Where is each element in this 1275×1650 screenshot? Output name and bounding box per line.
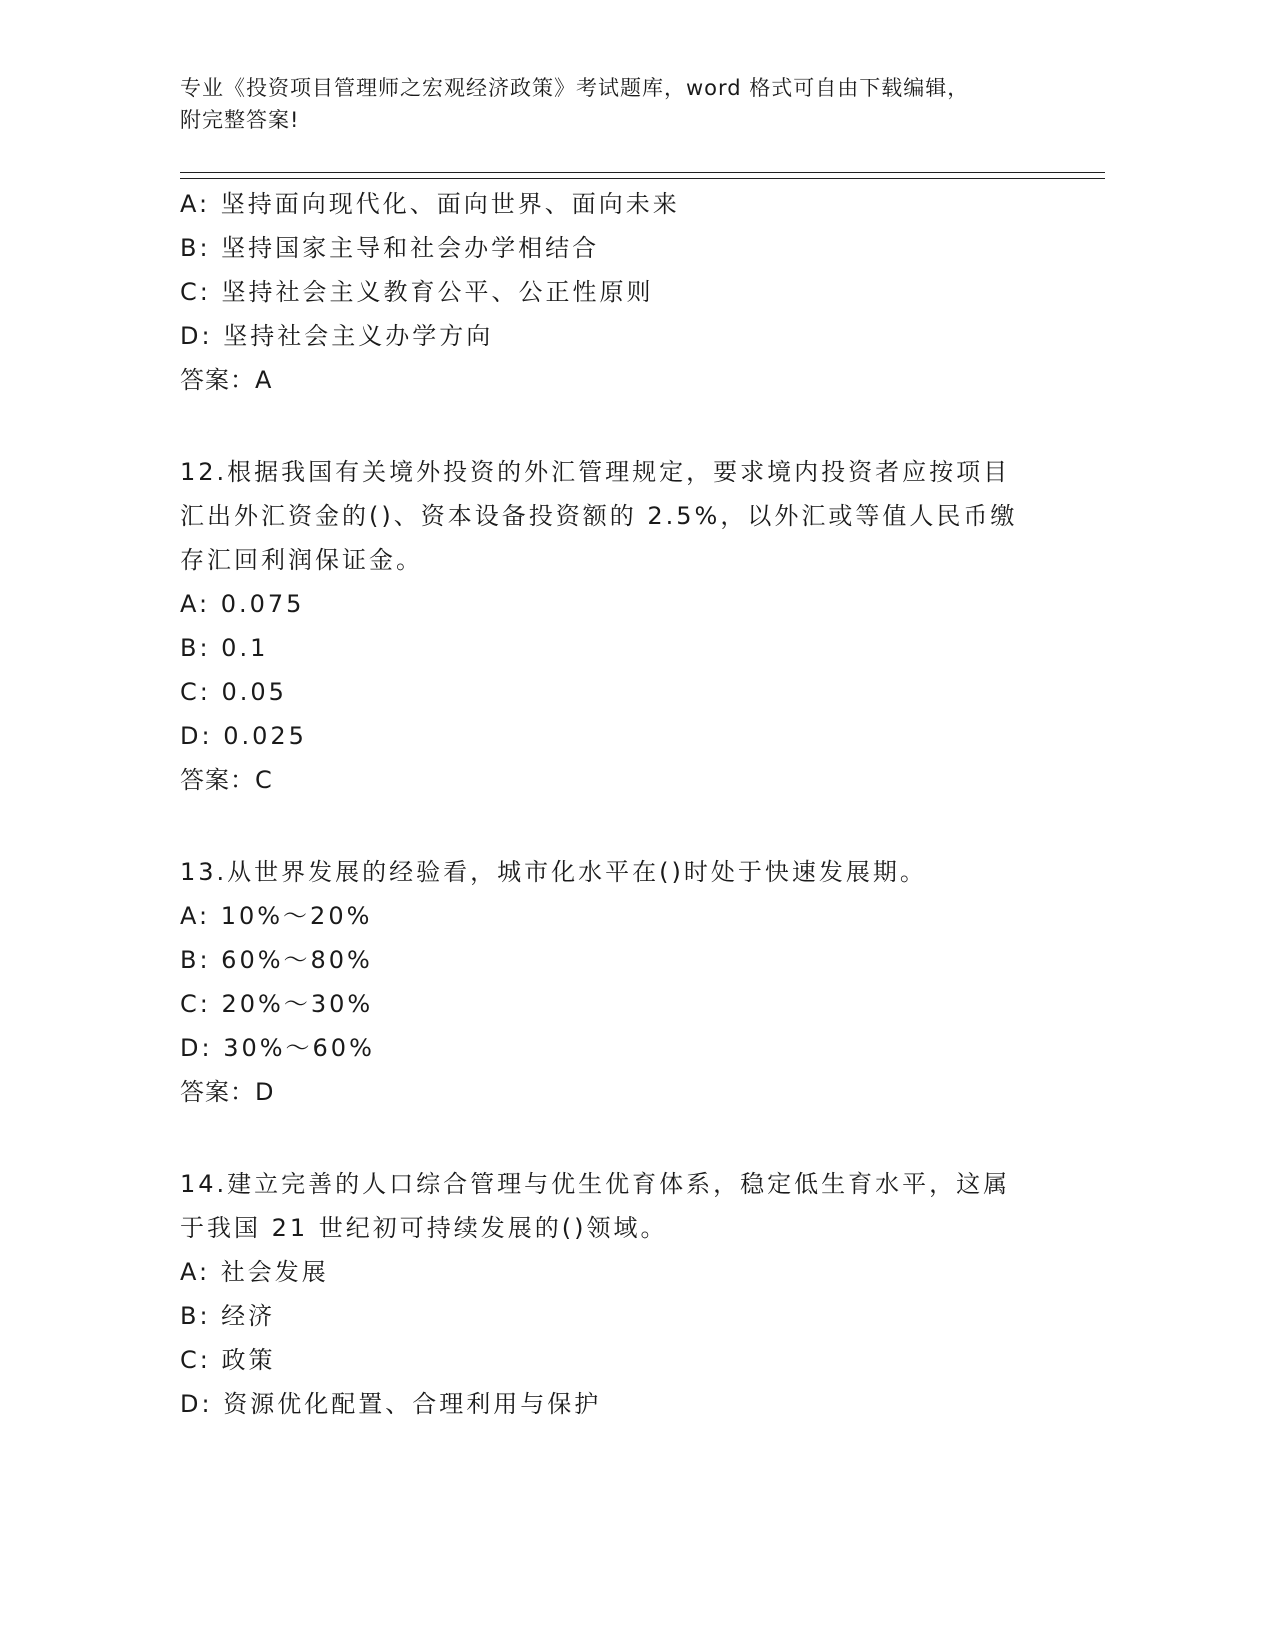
option-d: D: 坚持社会主义办学方向 bbox=[180, 322, 494, 350]
question-11-block bbox=[180, 182, 1060, 402]
answer-line: 答案：C bbox=[180, 766, 273, 794]
answer-line: 答案：A bbox=[180, 366, 273, 394]
header-line-2: 附完整答案! bbox=[180, 108, 300, 132]
option-b: B: 坚持国家主导和社会办学相结合 bbox=[180, 234, 600, 262]
question-list bbox=[180, 182, 1060, 1426]
option-c: C: 政策 bbox=[180, 1346, 276, 1374]
stem-line: 汇出外汇资金的()、资本设备投资额的 2.5%，以外汇或等值人民币缴 bbox=[180, 502, 1018, 530]
option-a: A: 社会发展 bbox=[180, 1258, 329, 1286]
stem-line: 14.建立完善的人口综合管理与优生优育体系，稳定低生育水平，这属 bbox=[180, 1170, 1011, 1198]
option-c: C: 20%～30% bbox=[180, 990, 374, 1018]
header-line-1: 专业《投资项目管理师之宏观经济政策》考试题库，word 格式可自由下载编辑， bbox=[180, 76, 970, 100]
stem-line: 于我国 21 世纪初可持续发展的()领域。 bbox=[180, 1214, 668, 1242]
option-c: C: 0.05 bbox=[180, 678, 287, 706]
option-b: B: 经济 bbox=[180, 1302, 276, 1330]
option-a: A: 0.075 bbox=[180, 590, 305, 618]
option-d: D: 30%～60% bbox=[180, 1034, 375, 1062]
option-a: A: 坚持面向现代化、面向世界、面向未来 bbox=[180, 190, 680, 218]
document-header bbox=[180, 72, 1100, 136]
option-b: B: 0.1 bbox=[180, 634, 269, 662]
question-stem bbox=[180, 450, 1060, 582]
question-14-block bbox=[180, 1162, 1060, 1426]
option-d: D: 0.025 bbox=[180, 722, 307, 750]
option-a: A: 10%～20% bbox=[180, 902, 373, 930]
header-divider-top bbox=[180, 172, 1105, 173]
stem-line: 13.从世界发展的经验看，城市化水平在()时处于快速发展期。 bbox=[180, 858, 927, 886]
header-divider-bottom bbox=[180, 178, 1105, 179]
option-d: D: 资源优化配置、合理利用与保护 bbox=[180, 1390, 602, 1418]
question-stem bbox=[180, 1162, 1060, 1250]
stem-line: 12.根据我国有关境外投资的外汇管理规定，要求境内投资者应按项目 bbox=[180, 458, 1011, 486]
question-12-block bbox=[180, 450, 1060, 802]
option-c: C: 坚持社会主义教育公平、公正性原则 bbox=[180, 278, 654, 306]
option-b: B: 60%～80% bbox=[180, 946, 373, 974]
question-stem bbox=[180, 850, 1060, 894]
question-13-block bbox=[180, 850, 1060, 1114]
stem-line: 存汇回利润保证金。 bbox=[180, 546, 423, 574]
answer-line: 答案：D bbox=[180, 1078, 275, 1106]
